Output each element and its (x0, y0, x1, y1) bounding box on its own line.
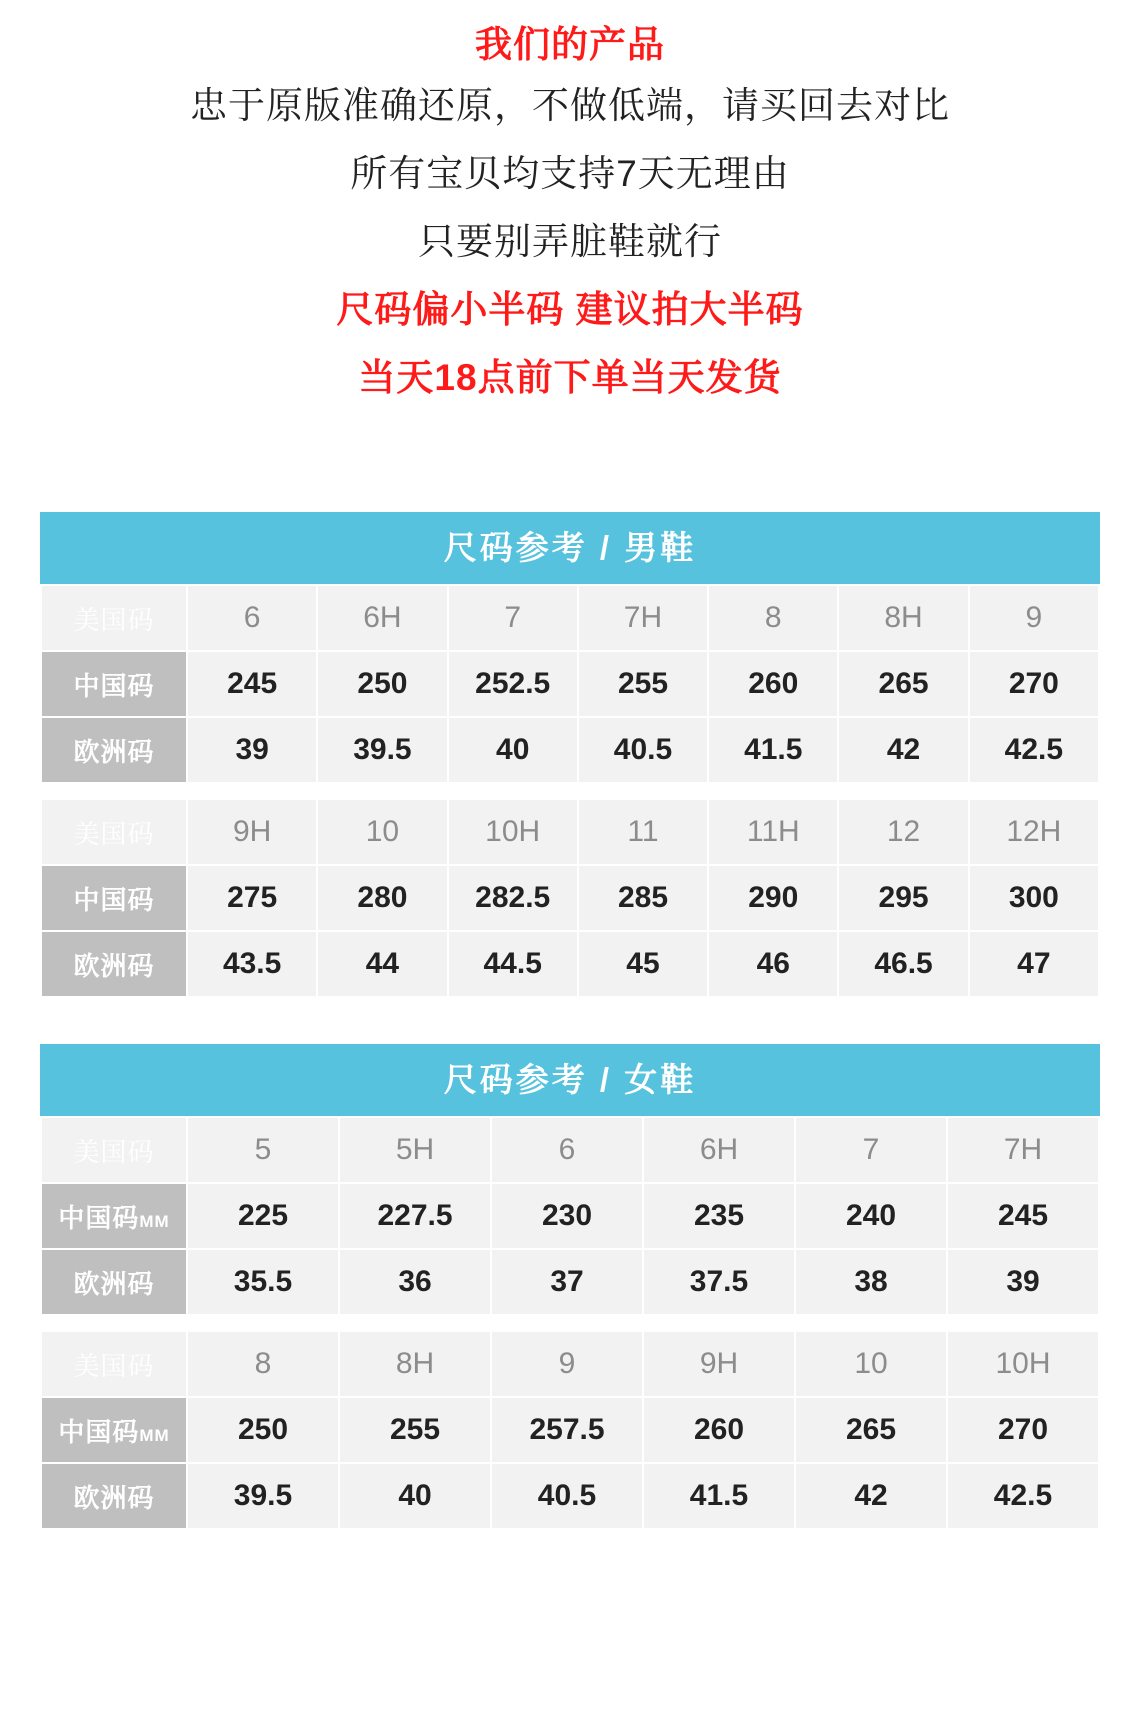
row-label-cn: 中国码 (41, 651, 187, 717)
cell: 5H (339, 1117, 491, 1183)
row-label-cn (41, 1183, 187, 1249)
table-row (41, 651, 1099, 717)
row-label-eu: 欧洲码 (41, 717, 187, 783)
row-label-cn-unit: MM (139, 1425, 170, 1445)
spacer (0, 998, 1140, 1044)
cell: 37.5 (643, 1249, 795, 1315)
cell: 9 (969, 585, 1099, 651)
cell: 12 (838, 799, 968, 865)
cell: 7 (795, 1117, 947, 1183)
cell: 9H (187, 799, 317, 865)
cell: 11 (578, 799, 708, 865)
cell: 270 (969, 651, 1099, 717)
row-label-cn (41, 1397, 187, 1463)
cell: 250 (187, 1397, 339, 1463)
row-label-us: 美国码 (41, 1117, 187, 1183)
cell: 39.5 (187, 1463, 339, 1529)
cell: 300 (969, 865, 1099, 931)
cell: 36 (339, 1249, 491, 1315)
cell: 46 (708, 931, 838, 997)
womens-size-block-1 (40, 1116, 1100, 1316)
row-label-cn-text: 中国码 (58, 1202, 140, 1233)
table-row (41, 1397, 1099, 1463)
cell: 6 (187, 585, 317, 651)
cell: 5 (187, 1117, 339, 1183)
cell: 43.5 (187, 931, 317, 997)
cell: 39.5 (317, 717, 447, 783)
cell: 9H (643, 1331, 795, 1397)
cell: 255 (578, 651, 708, 717)
table-row (41, 717, 1099, 783)
row-label-eu: 欧洲码 (41, 931, 187, 997)
intro-line-5: 当天18点前下单当天发货 (358, 357, 782, 398)
row-label-cn-unit: MM (139, 1211, 170, 1231)
cell: 38 (795, 1249, 947, 1315)
womens-size-table-title: 尺码参考 / 女鞋 (40, 1044, 1100, 1116)
table-row (41, 865, 1099, 931)
page-title: 我们的产品 (475, 24, 665, 65)
cell: 7H (578, 585, 708, 651)
cell: 235 (643, 1183, 795, 1249)
row-label-us: 美国码 (41, 799, 187, 865)
cell: 8 (187, 1331, 339, 1397)
cell: 7 (448, 585, 578, 651)
cell: 6H (317, 585, 447, 651)
cell: 10H (448, 799, 578, 865)
cell: 227.5 (339, 1183, 491, 1249)
cell: 7H (947, 1117, 1099, 1183)
cell: 252.5 (448, 651, 578, 717)
cell: 44 (317, 931, 447, 997)
row-label-cn-text: 中国码 (58, 1416, 140, 1447)
intro-line-3: 只要别弄脏鞋就行 (418, 221, 722, 262)
cell: 42.5 (969, 717, 1099, 783)
spacer (0, 412, 1140, 512)
cell: 260 (643, 1397, 795, 1463)
row-label-eu: 欧洲码 (41, 1249, 187, 1315)
cell: 37 (491, 1249, 643, 1315)
intro-line-2: 所有宝贝均支持7天无理由 (350, 153, 790, 194)
cell: 10 (317, 799, 447, 865)
cell: 290 (708, 865, 838, 931)
cell: 42 (795, 1463, 947, 1529)
womens-size-table (40, 1044, 1100, 1530)
cell: 44.5 (448, 931, 578, 997)
cell: 40 (339, 1463, 491, 1529)
cell: 8H (838, 585, 968, 651)
cell: 12H (969, 799, 1099, 865)
cell: 11H (708, 799, 838, 865)
table-row (41, 1249, 1099, 1315)
cell: 282.5 (448, 865, 578, 931)
table-row (41, 1183, 1099, 1249)
cell: 265 (838, 651, 968, 717)
table-row (41, 585, 1099, 651)
cell: 295 (838, 865, 968, 931)
cell: 275 (187, 865, 317, 931)
mens-size-table (40, 512, 1100, 998)
womens-size-block-2 (40, 1330, 1100, 1530)
cell: 41.5 (643, 1463, 795, 1529)
cell: 6H (643, 1117, 795, 1183)
cell: 42 (838, 717, 968, 783)
cell: 47 (969, 931, 1099, 997)
row-label-us: 美国码 (41, 585, 187, 651)
cell: 45 (578, 931, 708, 997)
cell: 10H (947, 1331, 1099, 1397)
mens-size-table-title: 尺码参考 / 男鞋 (40, 512, 1100, 584)
row-label-eu: 欧洲码 (41, 1463, 187, 1529)
cell: 8H (339, 1331, 491, 1397)
cell: 39 (947, 1249, 1099, 1315)
intro-line-1: 忠于原版准确还原，不做低端，请买回去对比 (190, 85, 950, 126)
cell: 230 (491, 1183, 643, 1249)
table-row (41, 931, 1099, 997)
cell: 270 (947, 1397, 1099, 1463)
cell: 280 (317, 865, 447, 931)
intro-section (0, 0, 1140, 412)
cell: 285 (578, 865, 708, 931)
cell: 41.5 (708, 717, 838, 783)
spacer (40, 1316, 1100, 1330)
cell: 6 (491, 1117, 643, 1183)
cell: 10 (795, 1331, 947, 1397)
table-row (41, 1117, 1099, 1183)
cell: 40.5 (578, 717, 708, 783)
table-row (41, 799, 1099, 865)
cell: 9 (491, 1331, 643, 1397)
cell: 240 (795, 1183, 947, 1249)
cell: 265 (795, 1397, 947, 1463)
row-label-cn: 中国码 (41, 865, 187, 931)
cell: 40 (448, 717, 578, 783)
cell: 225 (187, 1183, 339, 1249)
cell: 250 (317, 651, 447, 717)
cell: 42.5 (947, 1463, 1099, 1529)
cell: 257.5 (491, 1397, 643, 1463)
intro-line-4: 尺码偏小半码 建议拍大半码 (336, 289, 804, 330)
cell: 245 (187, 651, 317, 717)
cell: 46.5 (838, 931, 968, 997)
cell: 260 (708, 651, 838, 717)
spacer (0, 1530, 1140, 1570)
table-row (41, 1463, 1099, 1529)
cell: 40.5 (491, 1463, 643, 1529)
mens-size-block-1 (40, 584, 1100, 784)
cell: 255 (339, 1397, 491, 1463)
cell: 245 (947, 1183, 1099, 1249)
table-row (41, 1331, 1099, 1397)
mens-size-block-2 (40, 798, 1100, 998)
row-label-us: 美国码 (41, 1331, 187, 1397)
cell: 39 (187, 717, 317, 783)
cell: 8 (708, 585, 838, 651)
cell: 35.5 (187, 1249, 339, 1315)
spacer (40, 784, 1100, 798)
